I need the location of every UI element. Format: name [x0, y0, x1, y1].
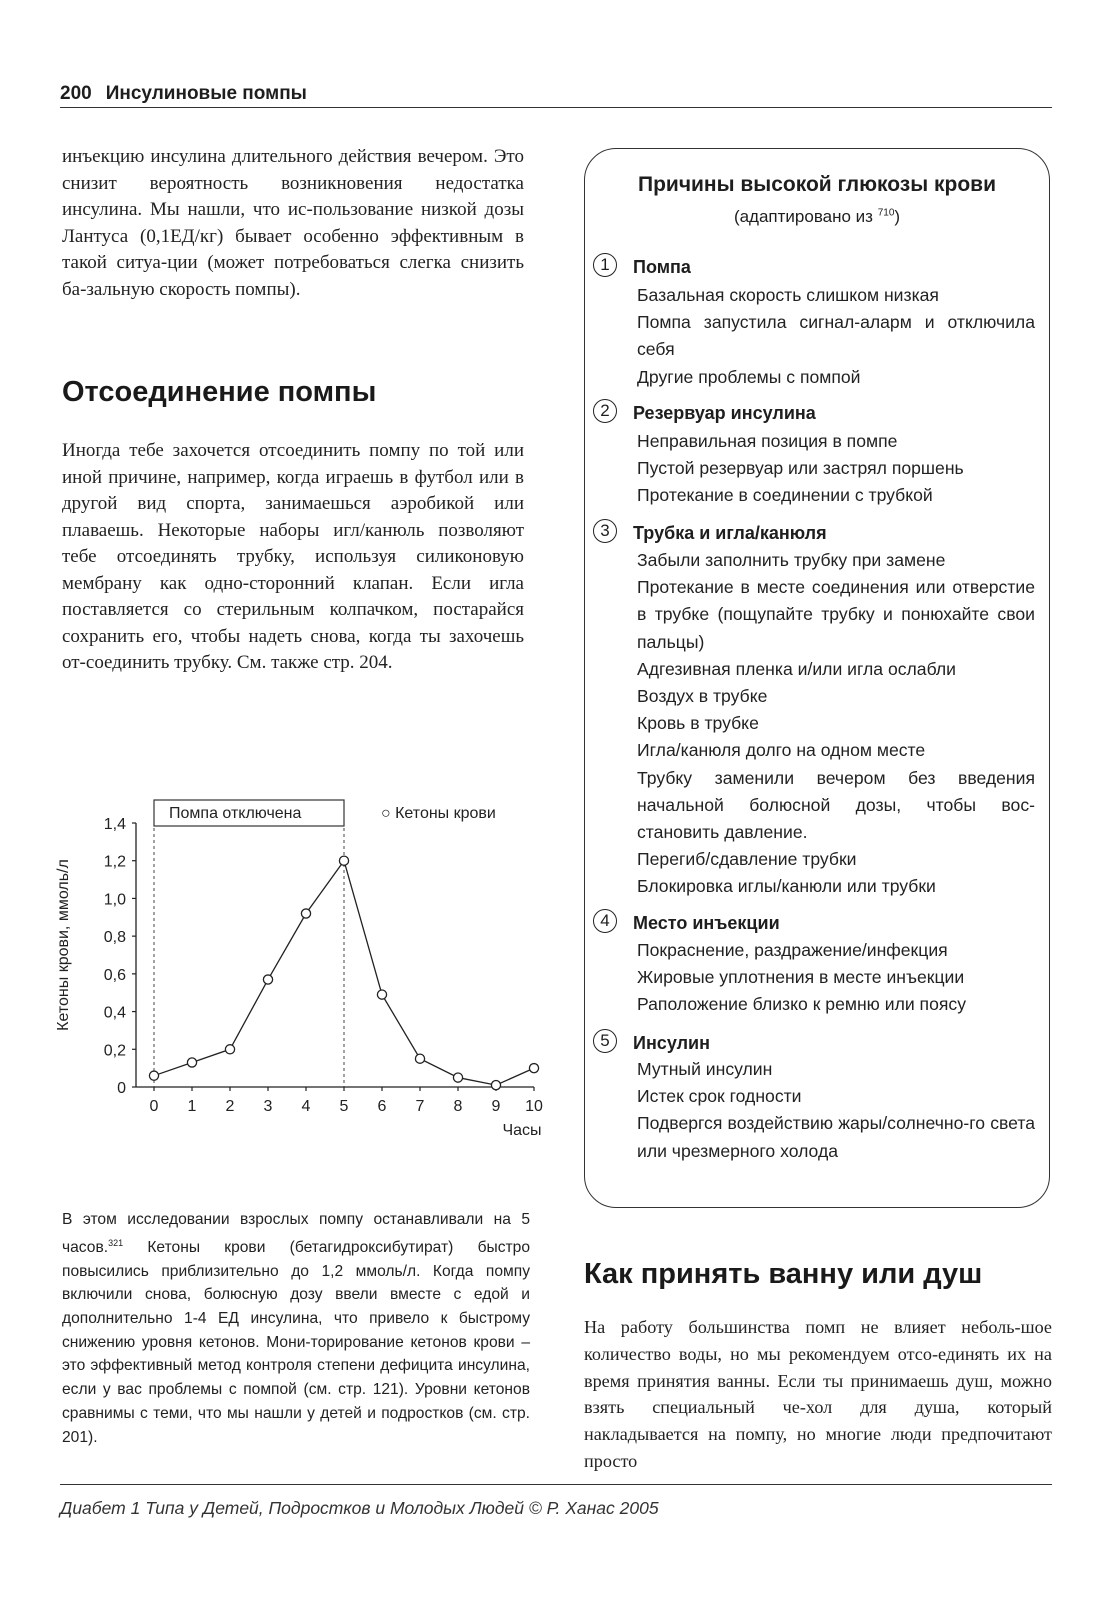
section-number-2: 2: [593, 399, 617, 423]
page-header: [60, 83, 1052, 105]
list-item: Базальная скорость слишком низкая: [637, 285, 939, 305]
list-item: Истек срок годности: [637, 1086, 802, 1107]
section-title-reservoir: Резервуар инсулина: [633, 403, 816, 423]
list-item: Игла/канюля долго на одном месте: [637, 740, 926, 761]
list-item: Неправильная позиция в помпе: [637, 431, 898, 451]
data-point: [301, 909, 310, 918]
section-title-disconnect: Отсоединение помпы: [62, 376, 377, 408]
x-tick-label: 7: [415, 1098, 425, 1115]
section-number-3: 3: [593, 519, 617, 543]
causes-box: [584, 148, 1050, 1208]
running-title: Инсулиновые помпы: [105, 83, 307, 104]
disconnect-paragraph: Иногда тебе захочется отсоединить помпу по той или иной причине, например, когда играешь в футбол или в другой вид спорта, занимаешься аэробикой или плаваешь. Некоторые наборы игл/канюль позволяют тебе отсоединять трубку, используя силиконовую мембрану как одно-сторонний клапан. Если игла поставляется со стерильным колпачком, постарайся сохранить его, чтобы надеть снова, когда ты захочешь от-соединить трубку. См. также стр. 204.: [62, 440, 524, 673]
section-number-1: 1: [593, 253, 617, 277]
y-tick-label: 1,2: [103, 853, 126, 871]
box-subtitle-text: (адаптировано из: [733, 207, 878, 226]
x-tick-label: 5: [339, 1098, 349, 1115]
data-point: [339, 856, 348, 865]
y-axis-label: Кетоны крови, ммоль/л: [55, 859, 72, 1031]
ketone-chart: [48, 790, 548, 1150]
box-subtitle: [585, 207, 1049, 227]
section-list-pump: [637, 282, 1035, 391]
page-footer: Диабет 1 Типа у Детей, Подростков и Молодых Людей © Р. Ханас 2005: [60, 1498, 659, 1518]
x-tick-label: 8: [453, 1098, 463, 1115]
pump-off-label: Помпа отключена: [169, 805, 302, 822]
list-item: Жировые уплотнения в месте инъекции: [637, 967, 965, 988]
page-number: 200: [60, 83, 92, 104]
x-tick-label: 4: [301, 1098, 311, 1115]
y-tick-label: 0,2: [103, 1042, 126, 1060]
box-subtitle-reference: 710: [877, 207, 895, 219]
data-point: [415, 1054, 424, 1063]
section-list-reservoir: [637, 428, 1035, 510]
caption-text-start: В этом исследовании взрослых помпу останавливали на 5 часов.: [62, 1211, 530, 1256]
list-item: Кровь в трубке: [637, 713, 759, 734]
x-axis-label: Часы: [502, 1122, 542, 1139]
data-point: [225, 1045, 234, 1054]
section-number-5: 5: [593, 1029, 617, 1053]
x-tick-label: 0: [149, 1098, 159, 1115]
y-tick-label: 1,4: [103, 816, 126, 833]
list-item: Блокировка иглы/канюли или трубки: [637, 876, 936, 897]
list-item: Адгезивная пленка и/или игла ослабли: [637, 658, 956, 679]
y-tick-label: 0,4: [103, 1004, 126, 1022]
data-point: [491, 1081, 500, 1090]
section-title-pump: Помпа: [633, 257, 691, 277]
caption-reference: 321: [108, 1237, 124, 1248]
x-tick-label: 10: [525, 1098, 543, 1115]
list-item: Перегиб/сдавление трубки: [637, 849, 857, 870]
data-point: [187, 1058, 196, 1067]
list-item: Помпа запустила сигнал-аларм и отключила себя: [637, 312, 1035, 360]
x-tick-label: 2: [225, 1098, 235, 1115]
list-item: Трубку заменили вечером без введения начальной болюсной дозы, чтобы вос-становить давление.: [637, 767, 1035, 843]
list-item: Подвергся воздействию жары/солнечно-го света или чрезмерного холода: [637, 1113, 1035, 1161]
chart-plot: [55, 800, 543, 1139]
section-list-insulin: [637, 1056, 1035, 1165]
data-point: [263, 975, 272, 984]
y-tick-label: 0,8: [103, 929, 126, 947]
y-tick-label: 0,6: [103, 966, 126, 984]
list-item: Раположение близко к ремню или поясу: [637, 994, 966, 1015]
list-item: Мутный инсулин: [637, 1059, 773, 1079]
list-item: Протекание в соединении с трубкой: [637, 485, 933, 506]
data-point: [529, 1064, 538, 1073]
list-item: Протекание в месте соединения или отверстие в трубке (пощупайте трубку и понюхайте свои пальцы): [637, 577, 1035, 652]
box-title: Причины высокой глюкозы крови: [637, 173, 996, 196]
x-tick-label: 3: [263, 1098, 273, 1115]
section-number-4: 4: [593, 909, 617, 933]
list-item: Воздух в трубке: [637, 686, 768, 707]
section-list-tubing: [637, 547, 1035, 901]
list-item: Другие проблемы с помпой: [637, 366, 861, 387]
section-title-bath: Как принять ванну или душ: [584, 1258, 983, 1290]
section-title-injection-site: Место инъекции: [633, 913, 780, 933]
y-tick-label: 1,0: [103, 891, 126, 909]
section-list-injection-site: [637, 937, 1035, 1019]
x-tick-label: 1: [187, 1098, 197, 1115]
caption-text-rest: Кетоны крови (бетагидроксибутират) быстро повысились приблизительно до 1,2 ммоль/л. Когда помпу включили снова, болюсную дозу ввели вместе с едой и дополнительно 1-4 ЕД инсулина, что привело к быстрому снижению уровня кетонов. Мони-торирование кетонов крови – это эффективный метод контроля степени дефицита инсулина, если у вас проблемы с помпой (см. стр. 121). Уровни кетонов сравнимы с теми, что мы нашли у детей и подростков (см. стр. 201).: [62, 1238, 530, 1446]
y-tick-label: 0: [117, 1080, 126, 1097]
list-item: Покраснение, раздражение/инфекция: [637, 940, 948, 960]
legend-label: ○ Кетоны крови: [381, 805, 496, 822]
data-point: [453, 1073, 462, 1082]
data-point: [149, 1071, 158, 1080]
chart-caption: [62, 1208, 530, 1449]
intro-paragraph: инъекцию инсулина длительного действия вечером. Это снизит вероятность возникновения недостатка инсулина. Мы нашли, что ис-пользование низкой дозы Лантуса (0,1ЕД/кг) бывает особенно эффективным в такой ситуа-ции (может потребоваться слегка снизить ба-зальную скорость помпы).: [62, 146, 524, 300]
section-title-tubing: Трубка и игла/канюля: [633, 523, 827, 543]
bath-paragraph: На работу большинства помп не влияет неболь-шое количество воды, но мы рекомендуем отсо-единять их на время принятия ванны. Если ты принимаешь душ, можно взять специальный че-хол для душа, который накладывается на помпу, но многие люди предпочитают просто: [584, 1317, 1052, 1471]
x-tick-label: 6: [377, 1098, 387, 1115]
list-item: Пустой резервуар или застрял поршень: [637, 458, 964, 479]
footer-rule: [60, 1484, 1052, 1485]
data-point: [377, 990, 386, 999]
box-subtitle-close: ): [894, 207, 901, 226]
list-item: Забыли заполнить трубку при замене: [637, 550, 946, 570]
section-title-insulin: Инсулин: [633, 1033, 710, 1053]
x-tick-label: 9: [491, 1098, 501, 1115]
header-rule: [60, 107, 1052, 108]
